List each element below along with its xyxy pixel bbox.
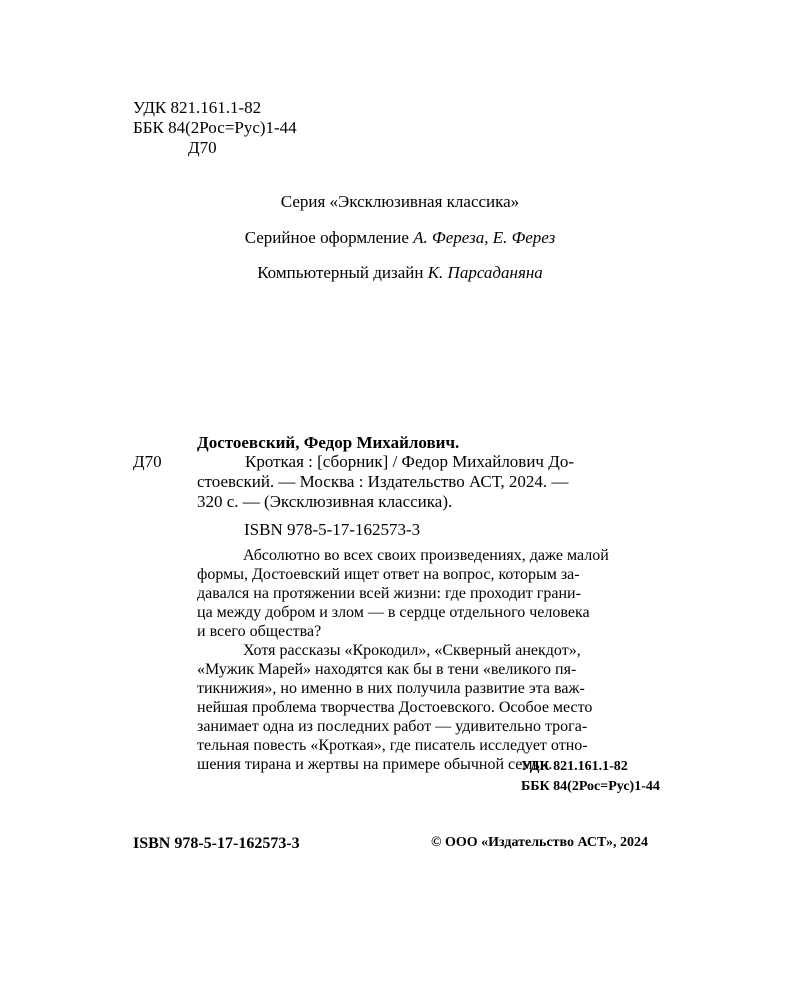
computer-design-credit <box>0 263 800 283</box>
annotation-line: «Мужик Марей» находятся как бы в тени «великого пя- <box>197 661 577 678</box>
annotation-line: тикнижия», но именно в них получила развитие эта важ- <box>197 680 585 697</box>
biblio-line: 320 с. — (Эксклюзивная классика). <box>197 492 453 511</box>
design-credit-names: А. Фереза, Е. Ферез <box>413 228 556 247</box>
series-line: Серия «Эксклюзивная классика» <box>280 192 520 211</box>
annotation-line: занимает одна из последних работ — удивительно трога- <box>197 718 588 735</box>
classification-codes-bottom <box>521 757 660 797</box>
annotation-line: ца между добром и злом — в сердце отдельного человека <box>197 604 590 621</box>
annotation-line: тельная повесть «Кроткая», где писатель исследует отно- <box>197 737 588 754</box>
annotation-line: Абсолютно во всех своих произведениях, даже малой <box>243 547 609 564</box>
computer-design-name: К. Парсаданяна <box>427 263 543 282</box>
annotation-line: и всего общества? <box>197 623 322 640</box>
bbk-code: ББК 84(2Рос=Рус)1-44 <box>133 118 297 137</box>
biblio-line: Кроткая : [сборник] / Федор Михайлович До- <box>245 452 574 471</box>
record-isbn: ISBN 978-5-17-162573-3 <box>244 520 421 539</box>
annotation <box>197 546 691 774</box>
design-credit <box>0 228 800 248</box>
copyright-notice: © ООО «Издательство АСТ», 2024 <box>431 835 649 850</box>
footer-isbn: ISBN 978-5-17-162573-3 <box>133 835 300 852</box>
design-credit-label: Серийное оформление <box>244 228 409 247</box>
author-heading: Достоевский, Федор Михайлович. <box>197 433 460 452</box>
annotation-line: формы, Достоевский ищет ответ на вопрос, которым за- <box>197 566 580 583</box>
biblio-line: стоевский. — Москва : Издательство АСТ, 2024. — <box>197 472 569 491</box>
udk-code: УДК 821.161.1-82 <box>133 98 262 117</box>
annotation-line: давался на протяжении всей жизни: где проходит грани- <box>197 585 581 602</box>
annotation-line: Хотя рассказы «Крокодил», «Скверный анекдот», <box>243 642 581 659</box>
udk-code-bottom: УДК 821.161.1-82 <box>521 759 628 774</box>
computer-design-label: Компьютерный дизайн <box>257 263 424 282</box>
classification-codes-top <box>133 98 297 158</box>
annotation-line: шения тирана и жертвы на примере обычной семьи. <box>197 756 553 773</box>
bbk-code-bottom: ББК 84(2Рос=Рус)1-44 <box>521 779 660 794</box>
record-author-mark: Д70 <box>133 452 162 471</box>
author-mark: Д70 <box>188 138 217 157</box>
bibliographic-description <box>197 452 691 512</box>
annotation-line: нейшая проблема творчества Достоевского. Особое место <box>197 699 593 716</box>
